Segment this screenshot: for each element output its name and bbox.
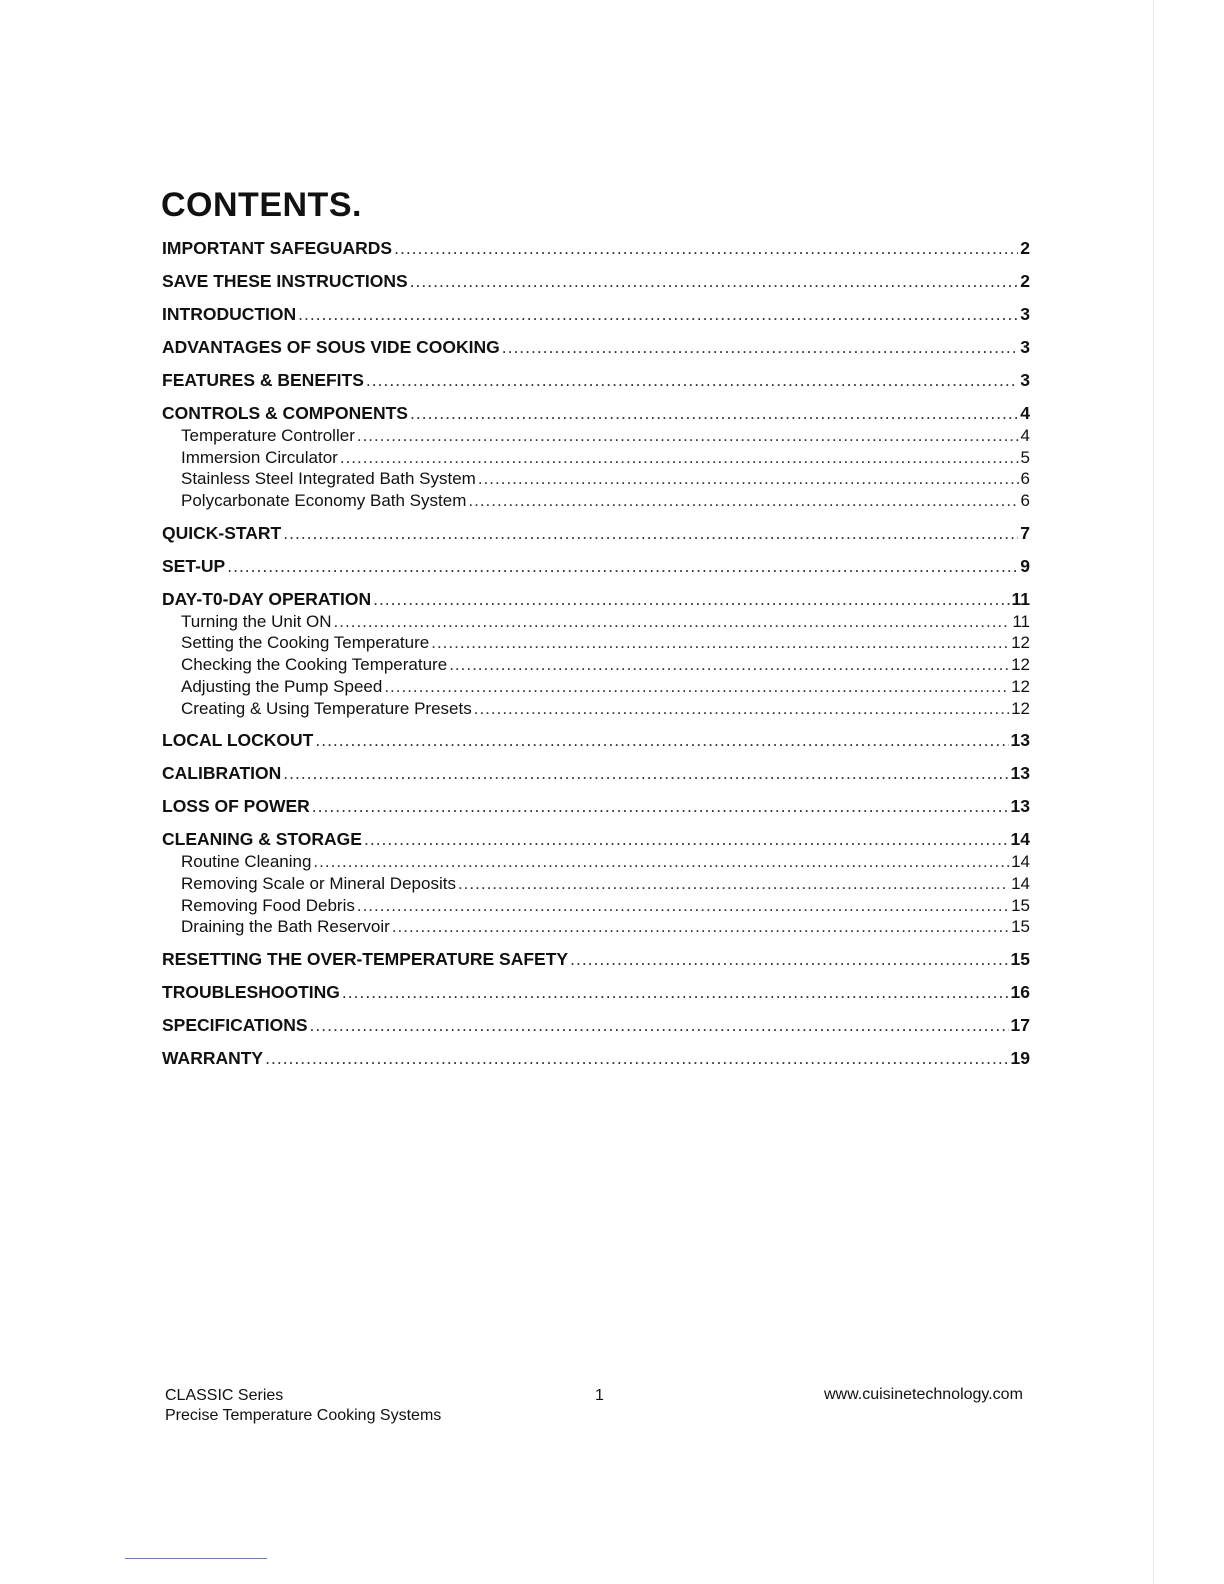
- toc-sub-label: Removing Scale or Mineral Deposits: [181, 873, 456, 893]
- dot-leader: [366, 368, 1018, 392]
- toc-label: CALIBRATION: [162, 763, 282, 784]
- toc-sub-label: Polycarbonate Economy Bath System: [181, 491, 467, 511]
- dot-leader: [502, 335, 1019, 359]
- dot-leader: [392, 916, 1009, 938]
- toc-page-number: 7: [1020, 522, 1030, 543]
- toc-sub-row[interactable]: [162, 676, 1030, 698]
- dot-leader: [342, 980, 1009, 1004]
- toc-label: FEATURES & BENEFITS: [162, 370, 364, 390]
- toc-sub-row[interactable]: [162, 698, 1030, 720]
- toc-page-number: 13: [1010, 730, 1030, 751]
- toc-entry: [162, 554, 1030, 578]
- toc-main-row[interactable]: [162, 554, 1030, 578]
- toc-page-number: 14: [1010, 829, 1030, 850]
- dot-leader: [340, 447, 1019, 469]
- dot-leader: [315, 728, 1008, 752]
- toc-main-row[interactable]: [162, 761, 1030, 785]
- toc-label: RESETTING THE OVER-TEMPERATURE SAFETY: [162, 948, 569, 969]
- toc-main-row[interactable]: [162, 521, 1030, 545]
- toc-entry: [162, 368, 1030, 392]
- toc-label: SAVE THESE INSTRUCTIONS: [162, 271, 408, 291]
- toc-sub-page-number: 12: [1011, 698, 1030, 718]
- toc-page-number: 3: [1020, 337, 1030, 357]
- footer-page-number: 1: [595, 1387, 604, 1404]
- toc-entry: [162, 401, 1030, 512]
- toc-sub-row[interactable]: [162, 851, 1030, 873]
- toc-label: CLEANING & STORAGE: [162, 829, 362, 850]
- toc-page-number: 16: [1010, 981, 1030, 1002]
- toc-page-number: 3: [1020, 304, 1030, 324]
- toc-sub-label: Immersion Circulator: [181, 447, 338, 467]
- toc-entry: [162, 761, 1030, 785]
- dot-leader: [357, 425, 1019, 447]
- bottom-rule: [125, 1558, 267, 1559]
- toc-sub-page-number: 6: [1020, 491, 1030, 511]
- toc-sub-page-number: 4: [1020, 426, 1030, 445]
- toc-label: ADVANTAGES OF SOUS VIDE COOKING: [162, 337, 500, 357]
- toc-sub-label: Stainless Steel Integrated Bath System: [181, 469, 476, 489]
- dot-leader: [357, 895, 1009, 917]
- footer-website: www.cuisinetechnology.com: [824, 1386, 1023, 1403]
- toc-main-row[interactable]: [162, 728, 1030, 752]
- toc-entry: [162, 827, 1030, 938]
- toc-sub-page-number: 5: [1020, 447, 1030, 467]
- toc-label: IMPORTANT SAFEGUARDS: [162, 238, 393, 258]
- toc-page-number: 15: [1010, 948, 1030, 969]
- toc-main-row[interactable]: [162, 1046, 1030, 1070]
- dot-leader: [570, 947, 1008, 971]
- page-title: CONTENTS.: [161, 186, 362, 224]
- dot-leader: [410, 269, 1019, 293]
- toc-page-number: 17: [1010, 1014, 1030, 1035]
- dot-leader: [312, 794, 1009, 818]
- toc-entry: [162, 728, 1030, 752]
- dot-leader: [298, 302, 1018, 326]
- toc-sub-page-number: 11: [1012, 611, 1030, 631]
- toc-sub-list: [162, 611, 1030, 719]
- toc-page-number: 4: [1020, 403, 1030, 423]
- toc-label: QUICK-START: [162, 522, 282, 543]
- table-of-contents: [162, 236, 1030, 1070]
- toc-entry: [162, 236, 1030, 260]
- footer-subtitle: Precise Temperature Cooking Systems: [165, 1407, 442, 1424]
- toc-main-row[interactable]: [162, 947, 1030, 971]
- dot-leader: [283, 521, 1018, 545]
- toc-main-row[interactable]: [162, 302, 1030, 326]
- toc-main-row[interactable]: [162, 236, 1030, 260]
- toc-sub-row[interactable]: [162, 447, 1030, 469]
- toc-sub-page-number: 14: [1011, 852, 1030, 872]
- toc-main-row[interactable]: [162, 827, 1030, 851]
- toc-sub-row[interactable]: [162, 468, 1030, 490]
- toc-sub-row[interactable]: [162, 490, 1030, 512]
- toc-sub-label: Draining the Bath Reservoir: [181, 917, 390, 937]
- toc-label: CONTROLS & COMPONENTS: [162, 403, 408, 423]
- dot-leader: [394, 236, 1018, 260]
- dot-leader: [474, 698, 1009, 720]
- toc-entry: [162, 980, 1030, 1004]
- toc-sub-list: [162, 851, 1030, 938]
- toc-label: INTRODUCTION: [162, 304, 297, 324]
- toc-sub-row[interactable]: [162, 895, 1030, 917]
- toc-page-number: 19: [1010, 1047, 1030, 1068]
- toc-sub-page-number: 12: [1011, 676, 1030, 696]
- dot-leader: [334, 611, 1011, 633]
- dot-leader: [384, 676, 1009, 698]
- toc-sub-label: Removing Food Debris: [181, 895, 355, 915]
- dot-leader: [478, 468, 1019, 490]
- dot-leader: [458, 873, 1009, 895]
- dot-leader: [283, 761, 1008, 785]
- toc-sub-label: Checking the Cooking Temperature: [181, 655, 448, 675]
- toc-page-number: 3: [1020, 370, 1030, 390]
- toc-page-number: 2: [1020, 238, 1030, 258]
- footer-left: [165, 1386, 441, 1426]
- toc-sub-label: Temperature Controller: [181, 426, 355, 445]
- toc-sub-row[interactable]: [162, 916, 1030, 938]
- dot-leader: [431, 632, 1009, 654]
- toc-main-row[interactable]: [162, 368, 1030, 392]
- toc-sub-page-number: 6: [1020, 469, 1030, 489]
- toc-sub-page-number: 12: [1011, 655, 1030, 675]
- toc-page-number: 13: [1010, 763, 1030, 784]
- toc-sub-page-number: 15: [1011, 917, 1030, 937]
- dot-leader: [310, 1013, 1009, 1037]
- toc-sub-row[interactable]: [162, 632, 1030, 654]
- toc-entry: [162, 521, 1030, 545]
- toc-sub-row[interactable]: [162, 873, 1030, 895]
- toc-sub-row[interactable]: [162, 425, 1030, 447]
- toc-sub-label: Creating & Using Temperature Presets: [181, 698, 472, 718]
- toc-entry: [162, 1046, 1030, 1070]
- toc-sub-row[interactable]: [162, 611, 1030, 633]
- toc-page-number: 9: [1020, 555, 1030, 576]
- toc-page-number: 13: [1010, 796, 1030, 817]
- toc-entry: [162, 302, 1030, 326]
- toc-entry: [162, 269, 1030, 293]
- dot-leader: [265, 1046, 1008, 1070]
- toc-label: SET-UP: [162, 555, 226, 576]
- toc-sub-page-number: 15: [1011, 895, 1030, 915]
- toc-label: DAY-T0-DAY OPERATION: [162, 588, 372, 609]
- dot-leader: [468, 490, 1018, 512]
- toc-page-number: 11: [1011, 588, 1030, 609]
- page-edge-line: [1153, 0, 1154, 1584]
- toc-sub-row[interactable]: [162, 654, 1030, 676]
- toc-label: TROUBLESHOOTING: [162, 981, 340, 1002]
- footer-series: CLASSIC Series: [165, 1387, 284, 1404]
- toc-entry: [162, 587, 1030, 719]
- toc-main-row[interactable]: [162, 1013, 1030, 1037]
- dot-leader: [410, 401, 1018, 425]
- dot-leader: [449, 654, 1009, 676]
- toc-main-row[interactable]: [162, 980, 1030, 1004]
- toc-label: LOCAL LOCKOUT: [162, 730, 314, 751]
- toc-sub-page-number: 14: [1011, 873, 1030, 893]
- toc-sub-label: Turning the Unit ON: [181, 611, 332, 631]
- toc-sub-label: Routine Cleaning: [181, 852, 312, 872]
- toc-sub-page-number: 12: [1011, 633, 1030, 653]
- toc-sub-list: [162, 425, 1030, 512]
- toc-sub-label: Adjusting the Pump Speed: [181, 676, 383, 696]
- dot-leader: [373, 587, 1009, 611]
- dot-leader: [364, 827, 1009, 851]
- toc-main-row[interactable]: [162, 794, 1030, 818]
- toc-label: SPECIFICATIONS: [162, 1014, 308, 1035]
- toc-entry: [162, 794, 1030, 818]
- toc-label: WARRANTY: [162, 1047, 264, 1068]
- toc-main-row[interactable]: [162, 401, 1030, 425]
- toc-page-number: 2: [1020, 271, 1030, 291]
- toc-main-row[interactable]: [162, 335, 1030, 359]
- toc-main-row[interactable]: [162, 587, 1030, 611]
- toc-entry: [162, 1013, 1030, 1037]
- toc-main-row[interactable]: [162, 269, 1030, 293]
- dot-leader: [227, 554, 1018, 578]
- toc-sub-label: Setting the Cooking Temperature: [181, 633, 430, 653]
- toc-entry: [162, 335, 1030, 359]
- dot-leader: [313, 851, 1009, 873]
- toc-label: LOSS OF POWER: [162, 796, 310, 817]
- toc-entry: [162, 947, 1030, 971]
